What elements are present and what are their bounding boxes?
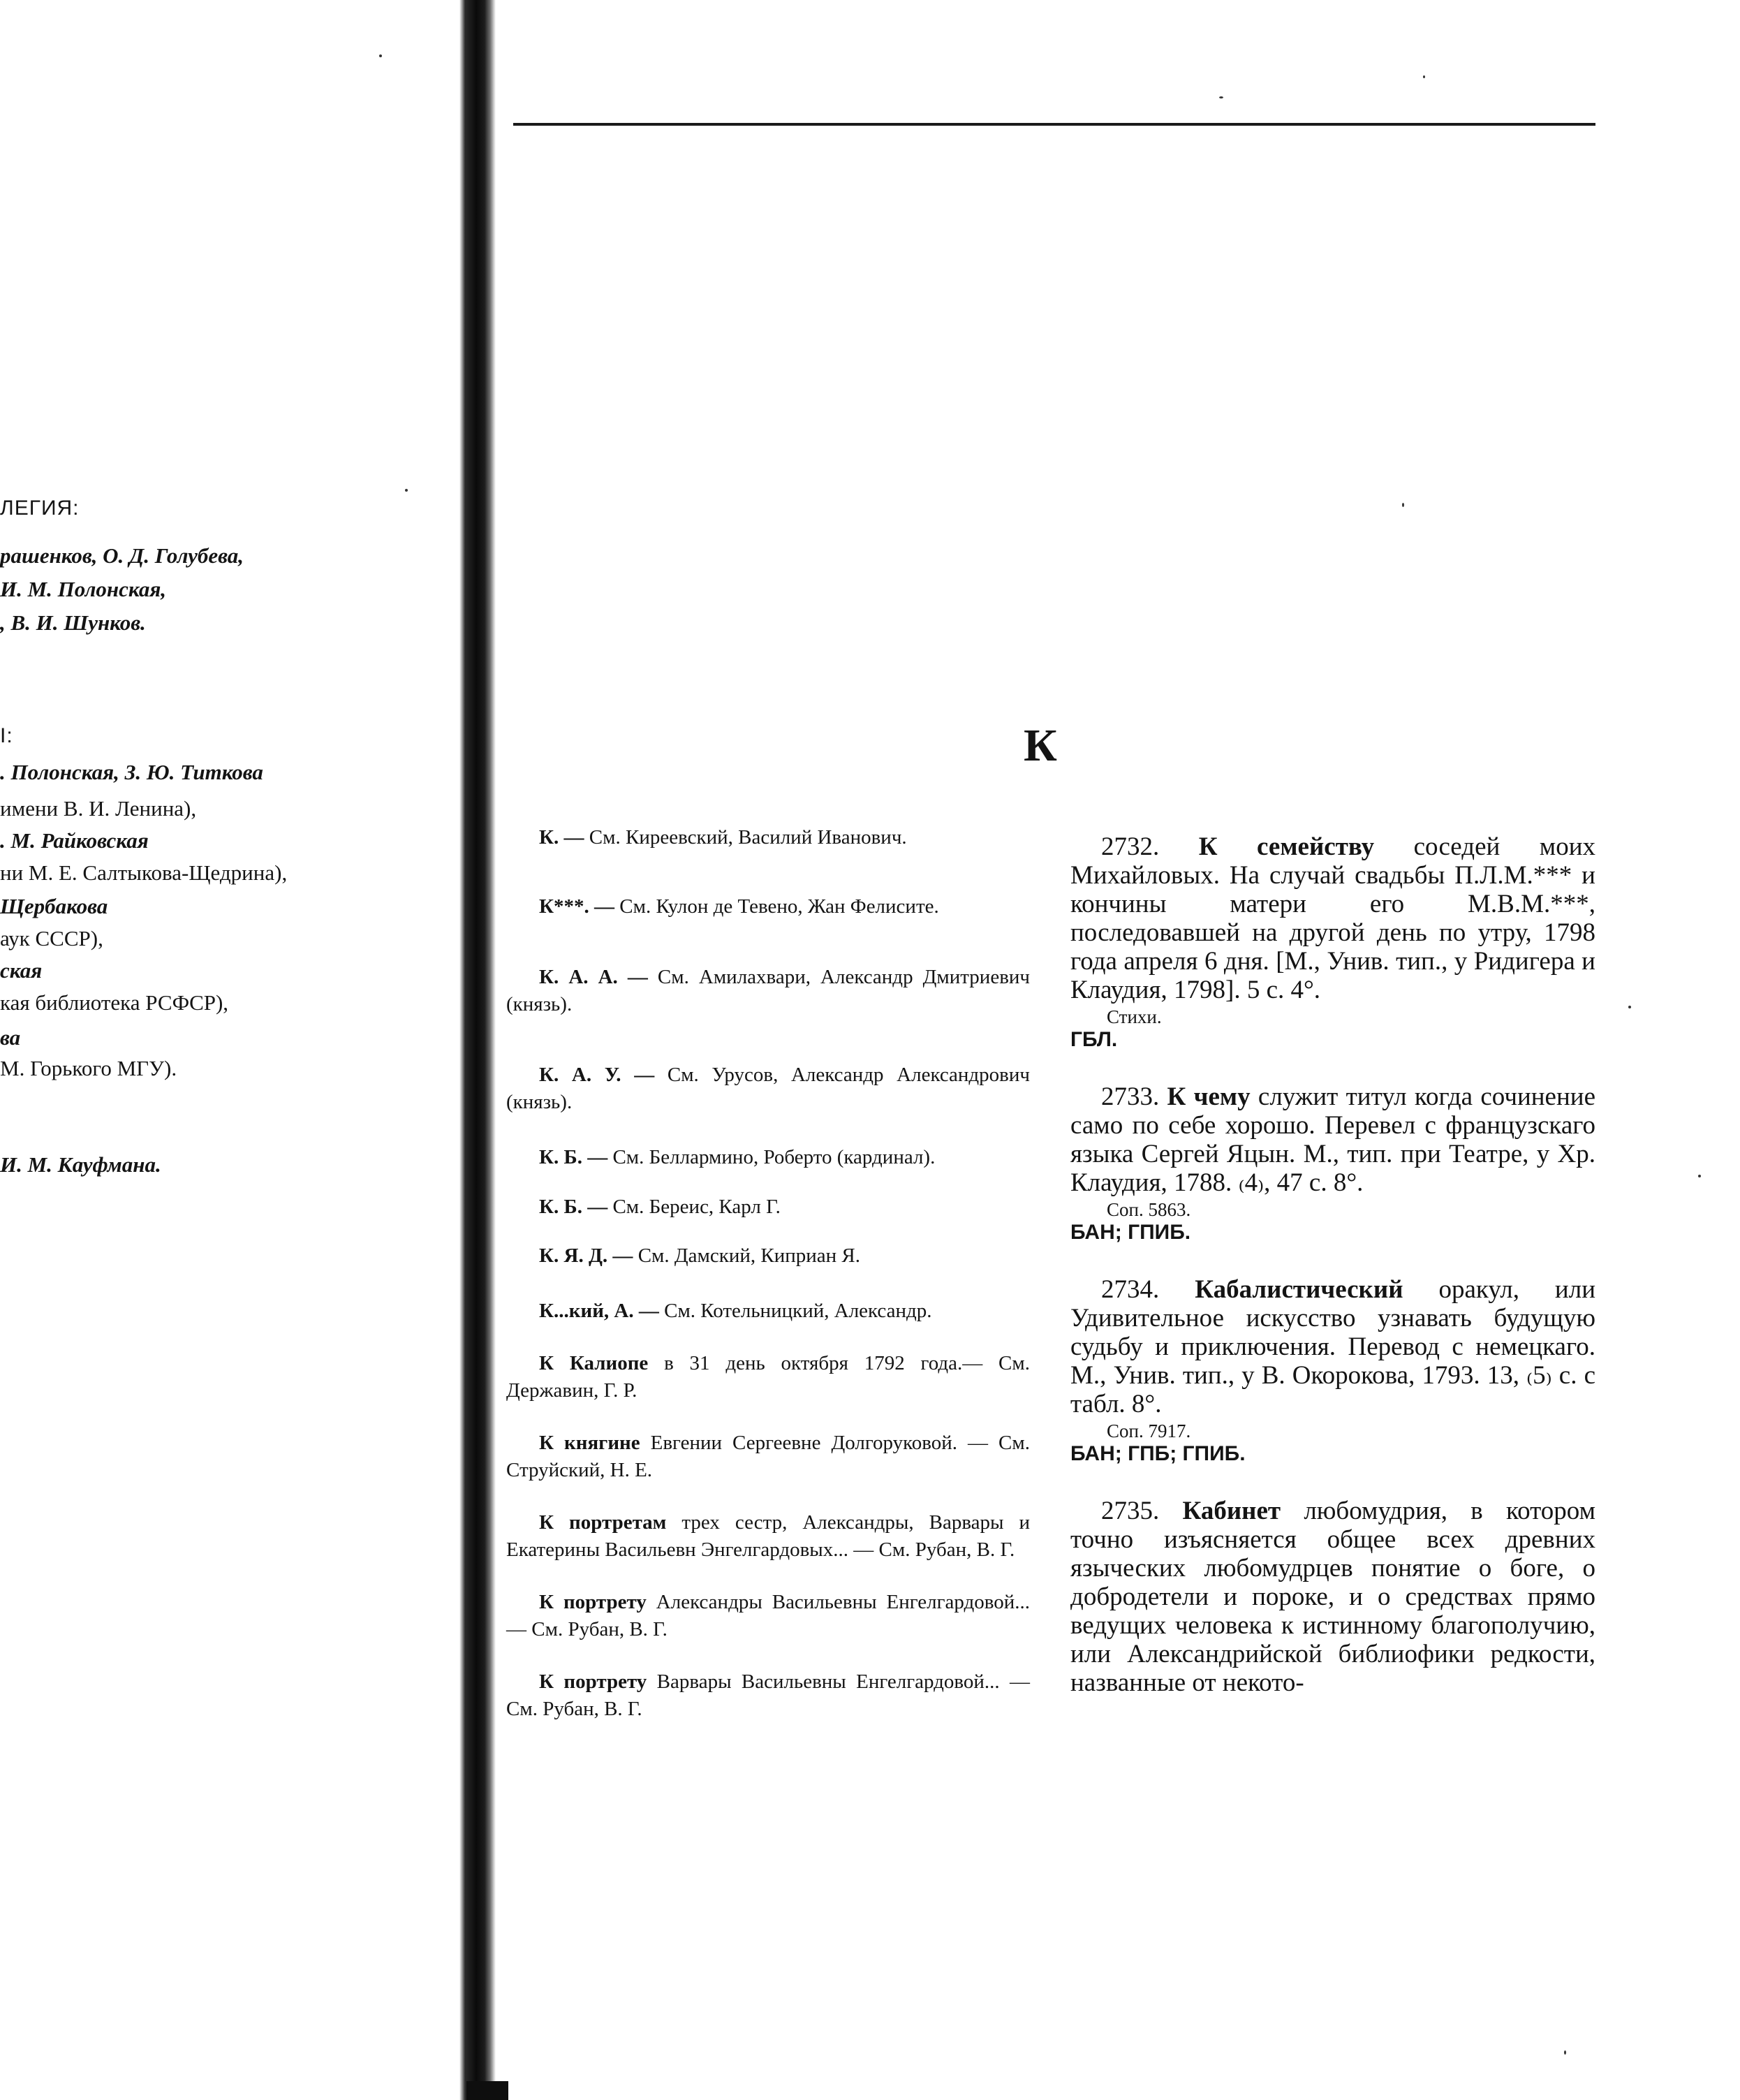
cross-reference-text: Варвары Васильевны Енгелгардовой... — См. Рубан, В. Г. xyxy=(506,1671,1030,1720)
scan-speck xyxy=(1423,75,1425,78)
entry-note: Соп. 7917. xyxy=(1107,1420,1191,1441)
entry-number: 2732. xyxy=(1101,832,1160,861)
cross-reference-head: К портрету xyxy=(539,1671,647,1693)
entry-title: Кабалистический xyxy=(1195,1275,1403,1304)
entry-note: Стихи. xyxy=(1107,1006,1162,1027)
entry-location: БАН; ГПИБ. xyxy=(1070,1221,1191,1244)
cross-reference-text: См. Киреевский, Василий Иванович. xyxy=(584,826,907,849)
cross-reference-column xyxy=(506,824,1030,1745)
bibliography-column xyxy=(1070,832,1595,1728)
left-line: М. Горького МГУ). xyxy=(0,1056,177,1080)
left-line: ЛЕГИЯ: xyxy=(0,497,80,520)
left-line: И. М. Кауфмана. xyxy=(0,1152,161,1177)
cross-reference-head: К Калиопе xyxy=(539,1352,649,1374)
entry-number: 2733. xyxy=(1101,1082,1160,1111)
entry-location: БАН; ГПБ; ГПИБ. xyxy=(1070,1442,1246,1465)
left-line: кая библиотека РСФСР), xyxy=(0,990,229,1015)
entry-number: 2735. xyxy=(1101,1497,1160,1525)
entry-title: Кабинет xyxy=(1182,1497,1281,1525)
entry-body xyxy=(1070,1275,1595,1418)
left-line: рашенков, О. Д. Голубева, xyxy=(0,543,244,568)
scan-speck xyxy=(405,489,408,492)
entry-title: К семейству xyxy=(1198,832,1375,861)
entry-text: служит титул когда сочинение само по себе хорошо. Перевел с французскаго языка Сергей Яцын. М., тип. при Театре, у Хр. Клаудия, 1788. ₍4₎, 47 с. 8°. xyxy=(1070,1082,1595,1197)
bibliography-entry xyxy=(1070,1497,1595,1697)
cross-reference-entry xyxy=(506,1509,1030,1564)
left-line: І: xyxy=(0,724,13,747)
book-gutter xyxy=(452,0,499,2100)
cross-reference-head: К портрету xyxy=(539,1591,647,1613)
cross-reference-text: Александры Васильевны Енгелгардовой... — См. Рубан, В. Г. xyxy=(506,1591,1031,1640)
cross-reference-entry xyxy=(506,1298,1030,1325)
cross-reference-entry xyxy=(506,893,1030,920)
cross-reference-head: К. А. А. — xyxy=(539,966,648,988)
entry-text: оракул, или Удивительное искусство узнавать будущую судьбу и приключения. Перевод с немецкаго. М., Унив. тип., у В. Окорокова, 1793. 13, ₍5₎ с. с табл. 8°. xyxy=(1070,1275,1596,1418)
entry-body xyxy=(1070,1497,1595,1697)
entry-title: К чему xyxy=(1167,1082,1251,1111)
entry-text: любомудрия, в котором точно изъясняется общее всех древних языческих любомудрцев понятие о боге, о добродетели и пороке, и о средствах прямо ведущих человека к истинному благополучию, или Александрийской библиофики редкости, названные от некото- xyxy=(1070,1497,1595,1697)
left-line: аук СССР), xyxy=(0,926,103,950)
cross-reference-text: трех сестр, Александры, Варвары и Екатерины Васильевн Энгелгардовых... — См. Рубан, В. Г. xyxy=(506,1511,1030,1561)
cross-reference-entry xyxy=(506,1589,1030,1643)
entry-note: Соп. 5863. xyxy=(1107,1199,1191,1220)
scan-speck xyxy=(1698,1175,1701,1177)
cross-reference-head: К. Б. — xyxy=(539,1196,608,1218)
cross-reference-head: К***. — xyxy=(539,895,615,918)
entry-body xyxy=(1070,832,1595,1004)
top-rule xyxy=(513,123,1595,126)
cross-reference-head: К...кий, А. — xyxy=(539,1300,659,1322)
cross-reference-entry xyxy=(506,824,1030,851)
cross-reference-head: К портретам xyxy=(539,1511,667,1534)
bibliography-entry xyxy=(1070,1275,1595,1466)
left-page-fragment xyxy=(0,0,461,2100)
gutter-foot-mark xyxy=(466,2081,508,2100)
cross-reference-text: См. Береис, Карл Г. xyxy=(607,1196,781,1218)
cross-reference-text: Евгении Сергеевне Долгоруковой. — См. Струйский, Н. Е. xyxy=(506,1432,1030,1481)
cross-reference-entry xyxy=(506,1144,1030,1171)
entry-body xyxy=(1070,1082,1595,1197)
scan-speck xyxy=(1628,1006,1631,1008)
left-line: Щербакова xyxy=(0,894,108,918)
cross-reference-head: К. Я. Д. — xyxy=(539,1244,633,1267)
left-line: . Полонская, З. Ю. Титкова xyxy=(0,760,263,784)
left-line: . М. Райковская xyxy=(0,828,149,853)
left-line: ва xyxy=(0,1025,21,1050)
cross-reference-head: К княгине xyxy=(539,1432,640,1454)
left-line: И. М. Полонская, xyxy=(0,577,167,601)
cross-reference-text: См. Кулон де Тевено, Жан Фелисите. xyxy=(614,895,939,918)
cross-reference-entry xyxy=(506,964,1030,1018)
cross-reference-head: К. Б. — xyxy=(539,1146,608,1168)
scan-speck xyxy=(1402,503,1404,507)
scan-speck xyxy=(1564,2050,1566,2055)
section-letter-heading: К xyxy=(1024,720,1057,771)
scan-speck xyxy=(379,54,382,57)
cross-reference-text: См. Амилахвари, Александр Дмитриевич (князь). xyxy=(506,966,1030,1015)
cross-reference-entry xyxy=(506,1430,1030,1484)
cross-reference-text: См. Дамский, Киприан Я. xyxy=(633,1244,861,1267)
cross-reference-text: в 31 день октября 1792 года.— См. Державин, Г. Р. xyxy=(506,1352,1030,1402)
entry-location: ГБЛ. xyxy=(1070,1028,1118,1051)
entry-number: 2734. xyxy=(1101,1275,1160,1304)
cross-reference-entry xyxy=(506,1194,1030,1221)
scan-speck xyxy=(1219,96,1223,98)
cross-reference-entry xyxy=(506,1062,1030,1116)
left-line: ни М. Е. Салтыкова-Щедрина), xyxy=(0,860,288,885)
entry-text: соседей моих Михайловых. На случай свадьбы П.Л.М.*** и кончины матери его М.В.М.***, последовавшей на другой день по утру, 1798 года апреля 6 дня. [М., Унив. тип., у Ридигера и Клаудия, 1798]. 5 с. 4°. xyxy=(1070,832,1595,1004)
left-line: , В. И. Шунков. xyxy=(0,610,146,635)
bibliography-entry xyxy=(1070,832,1595,1052)
cross-reference-text: См. Урусов, Александр Александрович (князь). xyxy=(506,1064,1030,1113)
left-line: имени В. И. Ленина), xyxy=(0,796,197,821)
cross-reference-text: См. Беллармино, Роберто (кардинал). xyxy=(607,1146,936,1168)
left-line: ская xyxy=(0,958,43,983)
cross-reference-head: К. А. У. — xyxy=(539,1064,655,1086)
cross-reference-entry xyxy=(506,1668,1030,1723)
cross-reference-entry xyxy=(506,1350,1030,1404)
cross-reference-head: К. — xyxy=(539,826,584,849)
cross-reference-entry xyxy=(506,1242,1030,1270)
bibliography-entry xyxy=(1070,1082,1595,1244)
cross-reference-text: См. Котельницкий, Александр. xyxy=(658,1300,932,1322)
